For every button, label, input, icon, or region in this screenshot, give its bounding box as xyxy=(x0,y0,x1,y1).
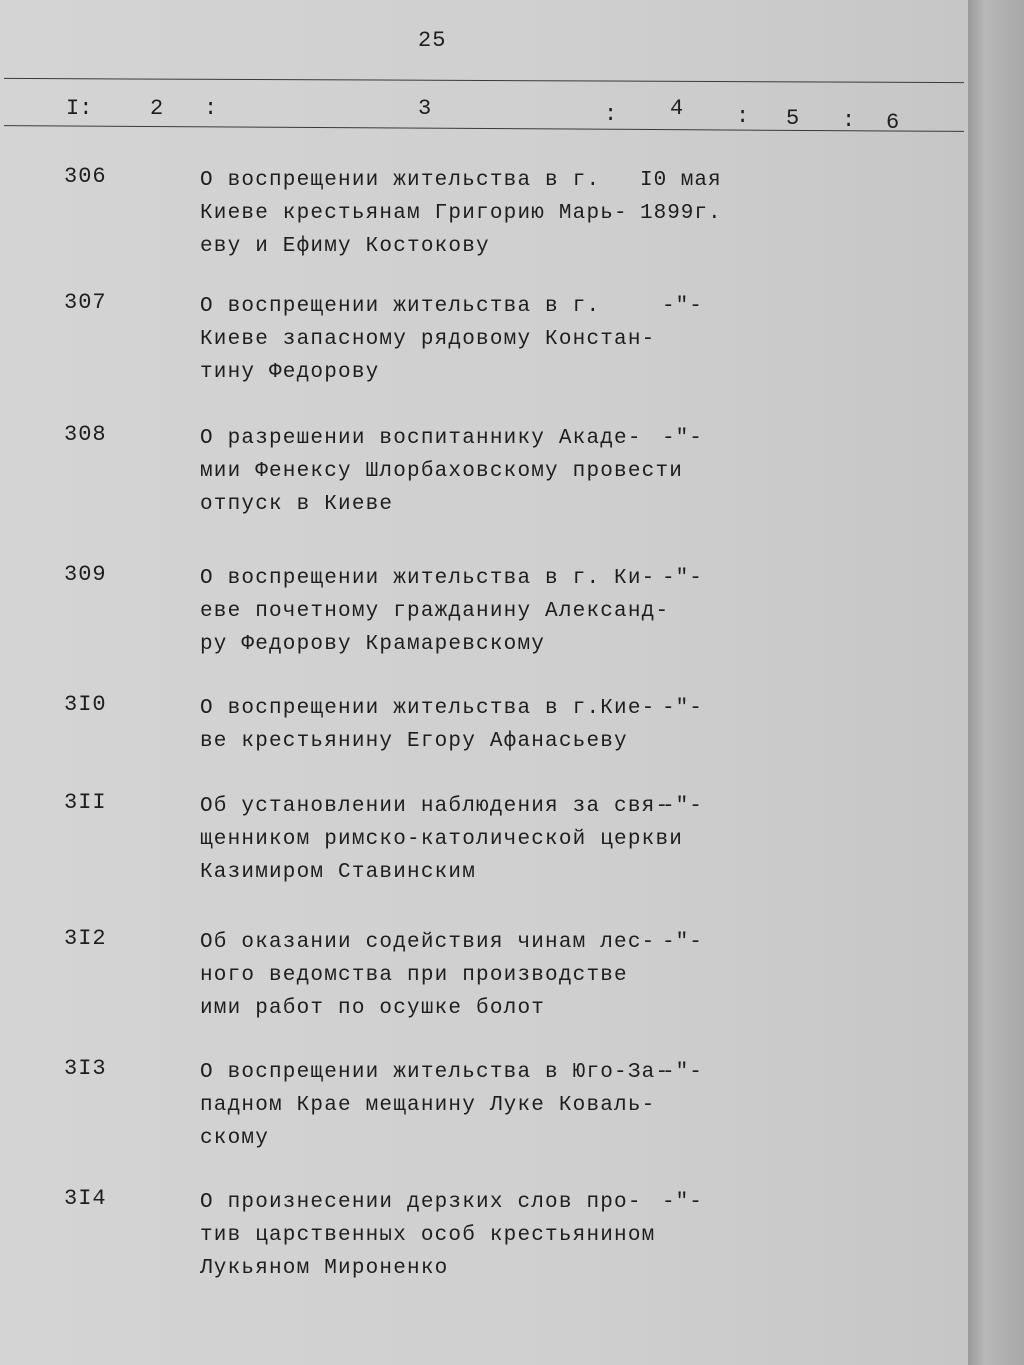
entry-title xyxy=(200,1186,660,1285)
entry-date-line: -"- xyxy=(662,931,703,954)
entry-date xyxy=(640,562,740,595)
entry-title xyxy=(200,692,660,758)
column-header-6: 6 xyxy=(886,110,900,135)
entry-title-line: еве почетному гражданину Александ- xyxy=(200,600,670,623)
column-separator: : xyxy=(736,104,750,129)
entry-title-line: ру Федорову Крамаревскому xyxy=(200,633,546,656)
entry-title-line: тину Федорову xyxy=(200,361,380,384)
entry-title-line: Киеве запасному рядовому Констан- xyxy=(200,328,656,351)
column-separator: : xyxy=(204,96,218,121)
entry-title-line: скому xyxy=(200,1127,270,1150)
entry-title-line: ими работ по осушке болот xyxy=(200,997,546,1020)
entry-date-line: -"- xyxy=(662,1191,703,1214)
entry-date-line: -"- xyxy=(662,295,703,318)
column-header-5: 5 xyxy=(786,106,800,131)
entry-title-line: Лукьяном Мироненко xyxy=(200,1257,449,1280)
entry-number: 309 xyxy=(64,562,107,587)
entry-title-line: О воспрещении жительства в г. xyxy=(200,169,601,192)
entry-date-line: -"- xyxy=(662,795,703,818)
entry-date xyxy=(640,290,740,323)
entry-number: 307 xyxy=(64,290,107,315)
entry-date xyxy=(640,1056,740,1089)
column-header-4: 4 xyxy=(670,96,684,121)
entry-title-line: еву и Ефиму Костокову xyxy=(200,235,490,258)
entry-date-line: -"- xyxy=(662,1061,703,1084)
entry-title xyxy=(200,422,684,521)
entry-title-line: ного ведомства при производстве xyxy=(200,964,628,987)
entry-date-line: I0 мая xyxy=(640,169,722,192)
page-edge xyxy=(968,0,1024,1365)
entry-number: 308 xyxy=(64,422,107,447)
entry-date xyxy=(640,692,740,725)
entry-title xyxy=(200,164,660,263)
entry-title-line: Об оказании содействия чинам лес- xyxy=(200,931,656,954)
entry-number: 3I0 xyxy=(64,692,107,717)
entry-title-line: Об установлении наблюдения за свя- xyxy=(200,795,670,818)
entry-title-line: О воспрещении жительства в Юго-За- xyxy=(200,1061,670,1084)
entry-date xyxy=(640,422,740,455)
entry-date-line: -"- xyxy=(662,567,703,590)
column-header-1: I: xyxy=(66,96,93,121)
entry-title-line: ве крестьянину Егору Афанасьеву xyxy=(200,730,628,753)
entry-title-line: Казимиром Ставинским xyxy=(200,861,477,884)
entry-date xyxy=(640,1186,740,1219)
entry-title xyxy=(200,290,660,389)
entry-title-line: отпуск в Киеве xyxy=(200,493,394,516)
entry-number: 3I3 xyxy=(64,1056,107,1081)
entry-title-line: мии Фенексу Шлорбаховскому провести xyxy=(200,460,684,483)
entry-date xyxy=(640,926,740,959)
entry-date-line: -"- xyxy=(662,427,703,450)
entry-title-line: О воспрещении жительства в г.Кие- xyxy=(200,697,656,720)
column-header-row xyxy=(0,96,968,135)
entry-title-line: О воспрещении жительства в г. xyxy=(200,295,601,318)
page-number: 25 xyxy=(418,28,447,53)
entry-title-line: О произнесении дерзких слов про- xyxy=(200,1191,642,1214)
entry-number: 3I2 xyxy=(64,926,107,951)
entry-title-line: Киеве крестьянам Григорию Марь- xyxy=(200,202,628,225)
column-separator: : xyxy=(604,102,618,127)
entry-title-line: падном Крае мещанину Луке Коваль- xyxy=(200,1094,656,1117)
entry-date xyxy=(640,790,740,823)
entry-date-line: -"- xyxy=(662,697,703,720)
entry-title xyxy=(200,562,670,661)
column-header-3: 3 xyxy=(418,96,432,121)
entry-title-line: тив царственных особ крестьянином xyxy=(200,1224,656,1247)
entry-title-line: О разрешении воспитаннику Акаде- xyxy=(200,427,642,450)
entry-title xyxy=(200,926,660,1025)
column-header-2: 2 xyxy=(150,96,164,121)
entry-title-line: О воспрещении жительства в г. Ки- xyxy=(200,567,656,590)
entry-date xyxy=(640,164,740,230)
entry-title-line: щенником римско-католической церкви xyxy=(200,828,684,851)
entry-title xyxy=(200,790,684,889)
entry-title xyxy=(200,1056,670,1155)
entry-number: 306 xyxy=(64,164,107,189)
entry-number: 3I4 xyxy=(64,1186,107,1211)
column-separator: : xyxy=(842,108,856,133)
entry-date-line: 1899г. xyxy=(640,202,722,225)
entry-number: 3II xyxy=(64,790,107,815)
